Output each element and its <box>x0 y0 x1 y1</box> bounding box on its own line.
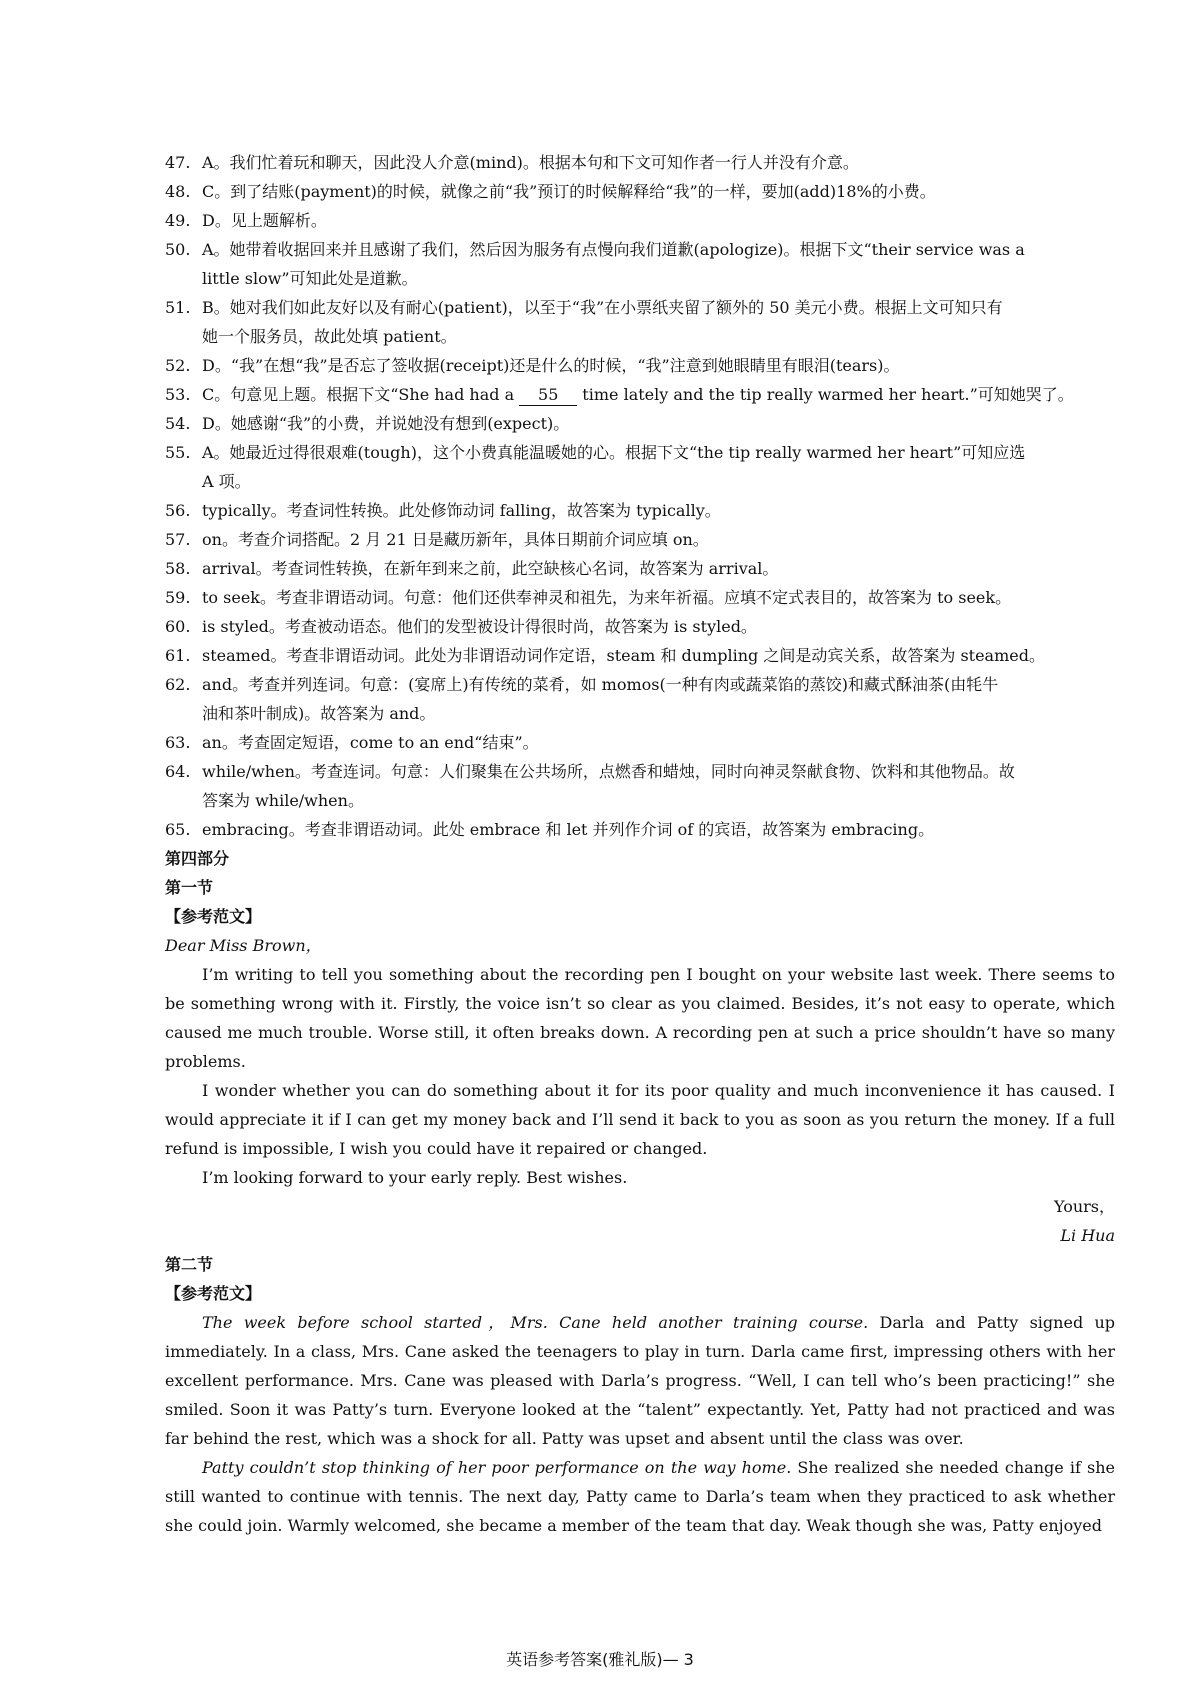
answer-number: 47. <box>165 153 191 172</box>
answer-text: and。考查并列连词。句意：(宴席上)有传统的菜肴，如 momos(一种有肉或蔬菜馅的蒸饺)和藏式酥油茶(由牦牛 <box>202 675 999 694</box>
sample-label-1: 【参考范文】 <box>165 907 262 926</box>
answer-page <box>165 148 1115 1540</box>
answer-text-pre: C。句意见上题。根据下文“She had had a <box>202 385 520 404</box>
answer-text: typically。考查词性转换。此处修饰动词 falling，故答案为 typically。 <box>202 501 721 520</box>
letter-paragraph-1: I’m writing to tell you something about the recording pen I bought on your website last week. There seems to be something wrong with it. Firstly, the voice isn’t so clear as you claimed. Besides, it’s not easy to operate, which caused me much trouble. Worse still, it often breaks down. A recording pen at such a price shouldn’t have so many problems. <box>165 965 1115 1071</box>
answer-text: embracing。考查非谓语动词。此处 embrace 和 let 并列作介词 of 的宾语，故答案为 embracing。 <box>202 820 935 839</box>
answer-text: A。我们忙着玩和聊天，因此没人介意(mind)。根据本句和下文可知作者一行人并没有介意。 <box>202 153 859 172</box>
answer-item <box>165 177 1115 206</box>
answer-item <box>165 583 1115 612</box>
story-paragraph-1 <box>165 1308 1115 1453</box>
answer-item <box>165 728 1115 757</box>
section-heading-1: 第一节 <box>165 878 214 897</box>
answer-text: arrival。考查词性转换，在新年到来之前，此空缺核心名词，故答案为 arrival。 <box>202 559 779 578</box>
letter-greeting: Dear Miss Brown， <box>165 936 322 955</box>
answer-text: an。考查固定短语，come to an end“结束”。 <box>202 733 539 752</box>
answer-number: 55. <box>165 443 191 462</box>
letter-paragraph-3: I’m looking forward to your early reply. Best wishes. <box>202 1168 628 1187</box>
answer-item <box>165 496 1115 525</box>
answer-text: steamed。考查非谓语动词。此处为非谓语动词作定语，steam 和 dumpling 之间是动宾关系，故答案为 steamed。 <box>202 646 1045 665</box>
answer-item <box>165 815 1115 844</box>
blank-number: 55 <box>519 385 577 406</box>
answer-number: 58. <box>165 559 191 578</box>
answer-number: 52. <box>165 356 191 375</box>
answer-text: D。“我”在想“我”是否忘了签收据(receipt)还是什么的时候，“我”注意到她眼睛里有眼泪(tears)。 <box>202 356 900 375</box>
letter-closing: Yours， <box>1054 1197 1115 1216</box>
answer-item <box>165 612 1115 641</box>
answer-number: 56. <box>165 501 191 520</box>
part-heading: 第四部分 <box>165 849 230 868</box>
page-footer: 英语参考答案(雅礼版)— 3 <box>506 1650 694 1669</box>
answer-number: 62. <box>165 675 191 694</box>
answer-text: B。她对我们如此友好以及有耐心(patient)，以至于“我”在小票纸夹留了额外的 50 美元小费。根据上文可知只有 <box>202 298 1003 317</box>
answer-continuation: 她一个服务员，故此处填 patient。 <box>202 327 457 346</box>
answer-number: 59. <box>165 588 191 607</box>
answer-list <box>165 148 1115 844</box>
answer-number: 49. <box>165 211 191 230</box>
answer-text: while/when。考查连词。句意：人们聚集在公共场所，点燃香和蜡烛，同时向神灵祭献食物、饮料和其他物品。故 <box>202 762 1015 781</box>
answer-item <box>165 235 1115 264</box>
answer-text: A。她带着收据回来并且感谢了我们，然后因为服务有点慢向我们道歉(apologize)。根据下文“their service was a <box>202 240 1025 259</box>
answer-number: 48. <box>165 182 191 201</box>
story-paragraph-2 <box>165 1453 1115 1540</box>
answer-continuation: 油和茶叶制成)。故答案为 and。 <box>202 704 436 723</box>
answer-text: C。到了结账(payment)的时候，就像之前“我”预订的时候解释给“我”的一样，要加(add)18%的小费。 <box>202 182 936 201</box>
answer-number: 51. <box>165 298 191 317</box>
answer-continuation: little slow”可知此处是道歉。 <box>202 269 418 288</box>
story-text-2: . She realized she needed change if she still wanted to continue with tennis. The next day, Patty came to Darla’s team when they practiced to ask whether she could join. Warmly welcomed, she became a member of the team that day. Weak though she was, Patty enjoyed <box>165 1458 1115 1535</box>
answer-text <box>202 380 1074 409</box>
answer-text: is styled。考查被动语态。他们的发型被设计得很时尚，故答案为 is styled。 <box>202 617 757 636</box>
answer-item <box>165 438 1115 467</box>
answer-text: to seek。考查非谓语动词。句意：他们还供奉神灵和祖先，为来年祈福。应填不定式表目的，故答案为 to seek。 <box>202 588 1012 607</box>
letter-signature: Li Hua <box>1060 1226 1115 1245</box>
answer-number: 53. <box>165 385 191 404</box>
answer-item <box>165 293 1115 322</box>
sample-label-2: 【参考范文】 <box>165 1284 262 1303</box>
answer-number: 64. <box>165 762 191 781</box>
answer-item <box>165 554 1115 583</box>
answer-number: 50. <box>165 240 191 259</box>
answer-text-post: time lately and the tip really warmed her heart.”可知她哭了。 <box>577 385 1074 404</box>
answer-text: D。见上题解析。 <box>202 211 327 230</box>
answer-item <box>165 206 1115 235</box>
section-heading-2: 第二节 <box>165 1255 214 1274</box>
answer-item <box>165 351 1115 380</box>
answer-number: 65. <box>165 820 191 839</box>
answer-item <box>165 409 1115 438</box>
answer-item <box>165 525 1115 554</box>
answer-item <box>165 757 1115 786</box>
answer-number: 54. <box>165 414 191 433</box>
answer-item <box>165 148 1115 177</box>
answer-item <box>165 380 1115 409</box>
answer-number: 61. <box>165 646 191 665</box>
answer-text: on。考查介词搭配。2 月 21 日是藏历新年，具体日期前介词应填 on。 <box>202 530 709 549</box>
answer-item <box>165 641 1115 670</box>
answer-number: 60. <box>165 617 191 636</box>
answer-number: 57. <box>165 530 191 549</box>
story-text-1: . Darla and Patty signed up immediately. In a class, Mrs. Cane asked the teenagers to play in turn. Darla came first, impressing others with her excellent performance. Mrs. Cane was pleased with Darla’s progress. “Well, I can tell who’s been practicing!” she smiled. Soon it was Patty’s turn. Everyone looked at the “talent” expectantly. Yet, Patty had not practiced and was far behind the rest, which was a shock for all. Patty was upset and absent until the class was over. <box>165 1313 1116 1448</box>
answer-text: D。她感谢“我”的小费，并说她没有想到(expect)。 <box>202 414 570 433</box>
answer-text: A。她最近过得很艰难(tough)，这个小费真能温暖她的心。根据下文“the tip really warmed her heart”可知应选 <box>202 443 1026 462</box>
answer-continuation: A 项。 <box>202 472 251 491</box>
answer-continuation: 答案为 while/when。 <box>202 791 364 810</box>
story-opening-sentence-2: Patty couldn’t stop thinking of her poor performance on the way home <box>202 1458 787 1477</box>
story-opening-sentence-1: The week before school started，Mrs. Cane held another training course <box>202 1313 864 1332</box>
answer-number: 63. <box>165 733 191 752</box>
letter-paragraph-2: I wonder whether you can do something about it for its poor quality and much inconvenience it has caused. I would appreciate it if I can get my money back and I’ll send it back to you as soon as you return the money. If a full refund is impossible, I wish you could have it repaired or changed. <box>165 1081 1115 1158</box>
answer-item <box>165 670 1115 699</box>
